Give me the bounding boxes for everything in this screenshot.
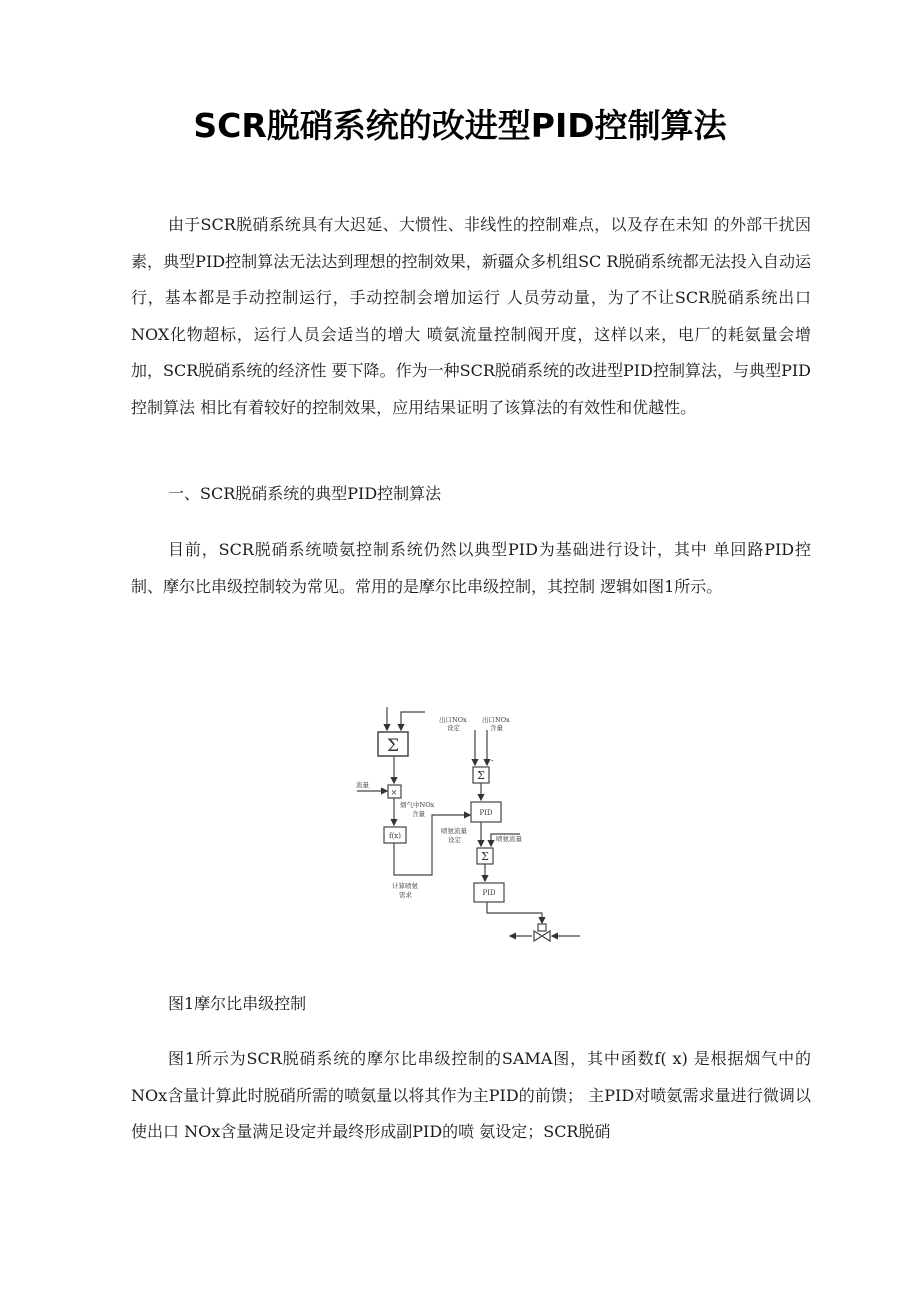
outlet-nox-set-label-2: 设定	[447, 724, 460, 732]
section-heading: 一、SCR脱硝系统的典型PID控制算法	[168, 484, 442, 503]
flue-nox-label: 烟气中NOx	[400, 801, 435, 809]
figure-1-sama-diagram	[340, 695, 600, 955]
flow-label: 流量	[356, 781, 369, 789]
sum-icon: Σ	[477, 769, 485, 782]
ammonia-set-label: 喷氨流量	[441, 827, 467, 835]
ammonia-flow-label: 喷氨流量	[496, 835, 522, 843]
intro-paragraph: 由于SCR脱硝系统具有大迟延、大惯性、非线性的控制难点，以及存在未知 的外部干扰因素，典型PID控制算法无法达到理想的控制效果，新疆众多机组SC R脱硝系统都无法投入自动运行，基本都是手动控制运行，手动控制会增加运行 人员劳动量，为了不让SCR脱硝系统出口 NOX化物超标，运行人员会适当的增大 喷氨流量控制阀开度，这样以来，电厂的耗氨量会增加，SCR脱硝系统的经济性 要下降。作为一种SCR脱硝系统的改进型PID控制算法，与典型PID控制算法 相比有着较好的控制效果，应用结果证明了该算法的有效性和优越性。	[131, 215, 811, 417]
page-title: SCR脱硝系统的改进型PID控制算法	[193, 106, 727, 145]
body-paragraph-2: 图1所示为SCR脱硝系统的摩尔比串级控制的SAMA图，其中函数f( x) 是根据烟气中的NOx含量计算此时脱硝所需的喷氨量以将其作为主PID的前馈； 主PID对喷氨需求量进行微调以使出口 NOx含量满足设定并最终形成副PID的喷 氨设定；SCR脱硝	[131, 1049, 811, 1141]
outlet-nox-set-label: 出口NOx	[439, 716, 467, 724]
outlet-nox-content-label: 出口NOx	[482, 716, 510, 724]
ammonia-set-label-2: 设定	[448, 836, 461, 844]
main-pid-label: PID	[479, 809, 493, 817]
minus-sign: -	[491, 756, 494, 765]
sum-icon: Σ	[481, 850, 489, 863]
multiply-icon: ×	[390, 788, 398, 797]
body-paragraph-1: 目前，SCR脱硝系统喷氨控制系统仍然以典型PID为基础进行设计，其中 单回路PID控制、摩尔比串级控制较为常见。常用的是摩尔比串级控制，其控制 逻辑如图1所示。	[131, 540, 811, 596]
sum-icon: Σ	[386, 736, 400, 756]
function-block-label: f(x)	[388, 832, 402, 840]
calc-demand-label-2: 需求	[399, 891, 412, 899]
outlet-nox-content-label-2: 含量	[490, 724, 503, 732]
calc-demand-label: 计算喷氨	[392, 882, 418, 890]
flue-nox-label-2: 含量	[412, 810, 425, 818]
figure-caption: 图1摩尔比串级控制	[168, 994, 307, 1013]
sub-pid-label: PID	[482, 889, 496, 897]
